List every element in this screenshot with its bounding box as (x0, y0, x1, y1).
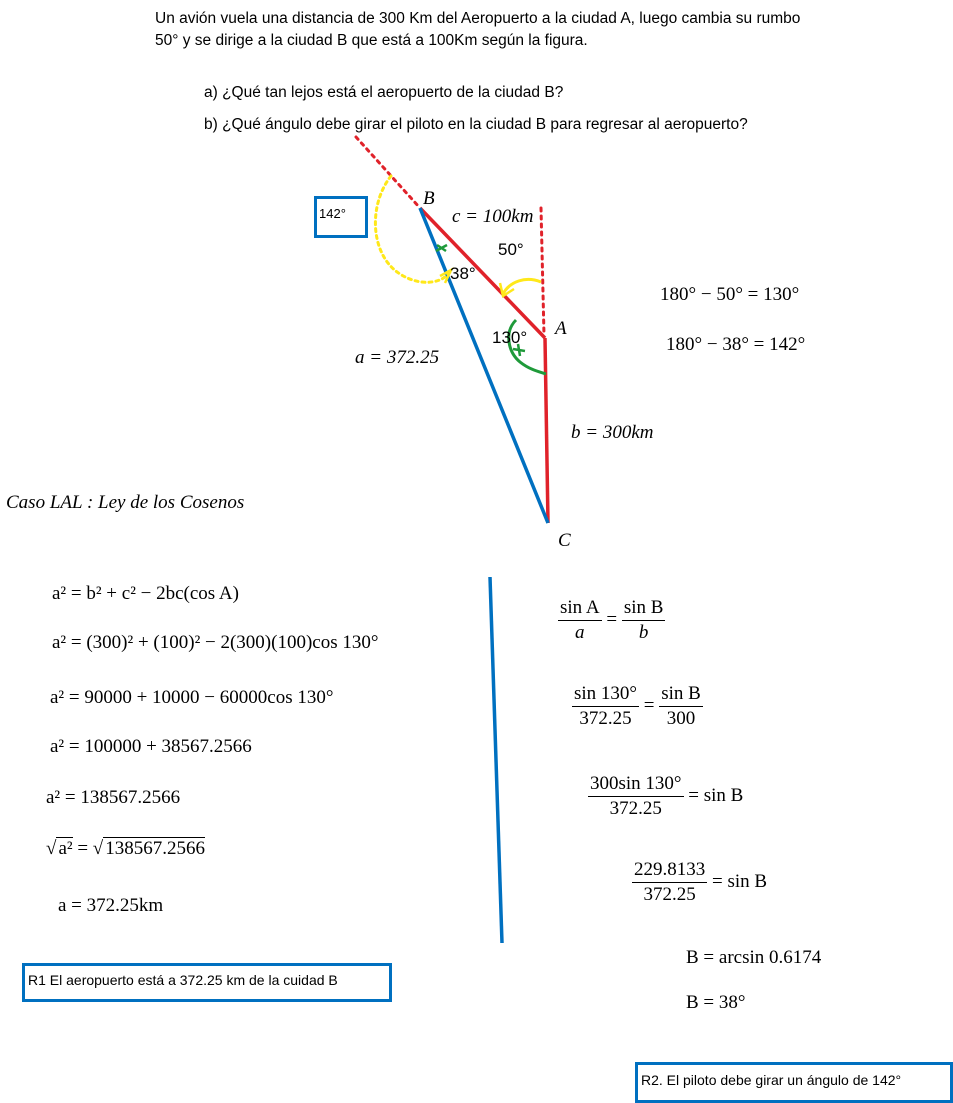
cosine-eq-7: a = 372.25km (58, 895, 164, 916)
sine-eq-5: B = arcsin 0.6174 (686, 947, 822, 968)
vertex-c-label: C (558, 530, 571, 551)
supplementary-calc-1: 180° − 50° = 130° (660, 284, 800, 305)
question-b: b) ¿Qué ángulo debe girar el piloto en la ciudad B para regresar al aeropuerto? (204, 116, 748, 133)
extension-line-a (541, 208, 544, 335)
sine-eq-1: $\frac{\text{sin A}}{a}$ = $\frac{\text{sin B}}{b}$ (560, 597, 664, 643)
cosine-eq-6: √ a² = √ 138567.2566 (46, 838, 205, 859)
sqrt-rhs: 138567.2566 (105, 838, 205, 859)
sine-eq-2: $\frac{\sin 130^\circ}{372.25}$ = $\frac{\text{sin B}}{300}$ (574, 683, 701, 729)
problem-line-2: 50° y se dirige a la ciudad B que está a 100Km según la figura. (155, 32, 588, 49)
answer-1-text: R1 El aeropuerto está a 372.25 km de la cuidad B (28, 972, 338, 988)
sine-eq-4: $\frac{229.8133}{372.25}$ = sin B (634, 859, 768, 905)
angle-130-label: 130° (492, 328, 528, 347)
vertex-a-label: A (555, 318, 567, 339)
vertex-b-label: B (423, 188, 435, 209)
cosine-eq-3: a² = 90000 + 10000 − 60000cos 130° (50, 687, 334, 708)
angle-142-box (314, 196, 368, 238)
side-c-label: c = 100km (452, 206, 534, 227)
side-a-label: a = 372.25 (355, 347, 440, 368)
angle-142-label: 142° (319, 206, 346, 221)
case-title: Caso LAL : Ley de los Cosenos (6, 492, 245, 513)
sine-eq-3: $\frac{300\sin 130^\circ}{372.25}$ = sin B (590, 773, 744, 819)
sqrt-lhs: a² (58, 838, 73, 859)
answer-2-box (635, 1062, 953, 1103)
side-b (545, 338, 548, 523)
side-a (420, 208, 548, 523)
answer-2-text: R2. El piloto debe girar un ángulo de 142° (641, 1072, 902, 1088)
cosine-eq-1: a² = b² + c² − 2bc(cos A) (52, 583, 239, 604)
angle-38-label: 38° (450, 264, 476, 283)
supplementary-calc-2: 180° − 38° = 142° (666, 334, 806, 355)
cosine-eq-2: a² = (300)² + (100)² − 2(300)(100)cos 130° (52, 632, 379, 653)
cosine-eq-4: a² = 100000 + 38567.2566 (50, 736, 252, 757)
side-b-label: b = 300km (571, 422, 654, 443)
question-a: a) ¿Qué tan lejos está el aeropuerto de la ciudad B? (204, 84, 564, 101)
sine-eq-6: B = 38° (686, 992, 746, 1013)
angle-50-label: 50° (498, 240, 524, 259)
problem-line-1: Un avión vuela una distancia de 300 Km del Aeropuerto a la ciudad A, luego cambia su rumbo (155, 10, 801, 27)
divider-line (485, 575, 509, 947)
answer-1-box (22, 963, 392, 1002)
cosine-eq-5: a² = 138567.2566 (46, 787, 181, 808)
